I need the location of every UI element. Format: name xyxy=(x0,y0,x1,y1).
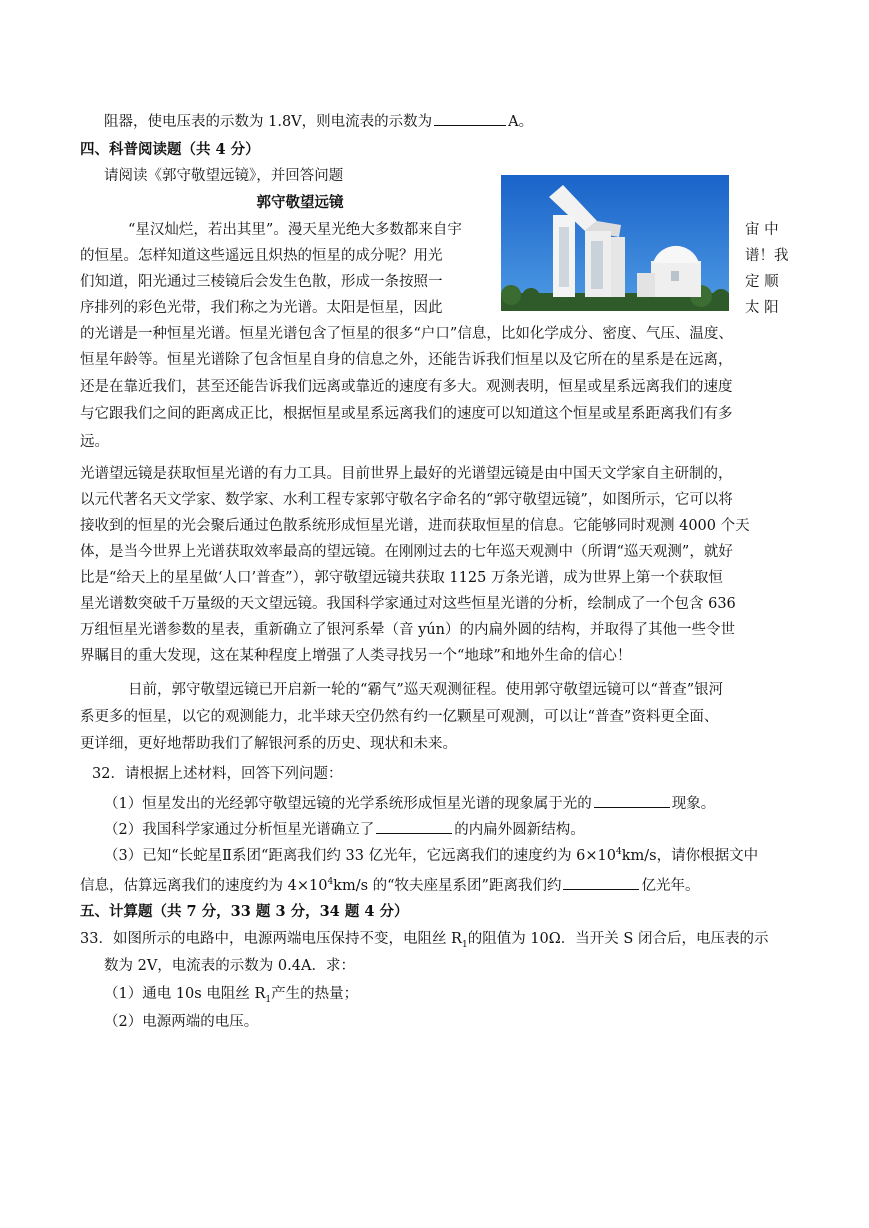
q33-1-subscript: 1 xyxy=(265,994,272,1005)
p1-line2-right: 谱！我 xyxy=(745,248,789,264)
question-33-1 xyxy=(104,984,358,1004)
article-title: 郭守敬望远镜 xyxy=(256,194,344,211)
p3-line2: 系更多的恒星，以它的观测能力，北半球天空仍然有约一亿颗星可观测，可以让“普查”资料更全面、 xyxy=(80,709,719,725)
q32-1-suffix: 现象。 xyxy=(671,796,716,812)
q33-text-a: 33．如图所示的电路中，电源两端电压保持不变，电阻丝 R xyxy=(80,931,462,947)
answer-blank[interactable] xyxy=(434,110,506,126)
p1-line1-left: “星汉灿烂，若出其里”。漫天星光绝大多数都来自宇 xyxy=(128,222,462,238)
telescope-photo xyxy=(501,175,729,311)
q32-1-text: （1）恒星发出的光经郭守敬望远镜的光学系统形成恒星光谱的现象属于光的 xyxy=(104,796,592,812)
p1-line6: 恒星年龄等。恒星光谱除了包含恒星自身的信息之外，还能告诉我们恒星以及它所在的星系是在远离， xyxy=(80,352,733,368)
q32-3-text-a: （3）已知“长蛇星Ⅱ系团“距离我们约 33 亿光年，它远离我们的速度约为 6×10 xyxy=(104,848,617,864)
question-32-2 xyxy=(104,818,585,840)
q32-3-l2-text-a: 信息，估算远离我们的速度约为 4×10 xyxy=(80,878,328,894)
p1-line2-left: 的恒星。怎样知道这些遥远且炽热的恒星的成分呢？用光 xyxy=(80,248,443,264)
q32-3-text-b: km/s，请你根据文中 xyxy=(621,848,759,864)
question-33-line2: 数为 2V，电流表的示数为 0.4A．求： xyxy=(104,958,355,974)
p2-line2: 以元代著名天文学家、数学家、水利工程专家郭守敬名字命名的“郭守敬望远镜”，如图所示，它可以将 xyxy=(80,492,733,508)
question-32-stem: 32．请根据上述材料，回答下列问题： xyxy=(92,766,343,782)
question-33-line1 xyxy=(80,929,768,949)
p1-line3-left: 们知道，阳光通过三棱镜后会发生色散，形成一条按照一 xyxy=(80,274,443,290)
p1-line8: 与它跟我们之间的距离成正比，根据恒星或星系远离我们的速度可以知道这个恒星或星系距离我们有多 xyxy=(80,406,733,422)
p2-line4: 体，是当今世界上光谱获取效率最高的望远镜。在刚刚过去的七年巡天观测中（所谓“巡天观测”，就好 xyxy=(80,544,733,560)
q32-1-answer-blank[interactable] xyxy=(594,792,670,808)
p1-line1-right: 宙 中 xyxy=(745,222,779,238)
section-4-heading: 四、科普阅读题（共 4 分） xyxy=(80,141,260,158)
q32-2-suffix: 的内扁外圆新结构。 xyxy=(454,822,585,838)
question-32-1 xyxy=(104,792,715,814)
resistor-question-tail xyxy=(104,110,533,132)
p1-line4-left: 序排列的彩色光带，我们称之为光谱。太阳是恒星，因此 xyxy=(80,300,443,316)
p3-line3: 更详细，更好地帮助我们了解银河系的历史、现状和未来。 xyxy=(80,736,457,752)
p1-line4-right: 太 阳 xyxy=(745,300,779,316)
q33-text-b: 的阻值为 10Ω．当开关 S 闭合后，电压表的示 xyxy=(467,931,769,947)
p1-line7: 还是在靠近我们，甚至还能告诉我们远离或靠近的速度有多大。观测表明，恒星或星系远离我们的速度 xyxy=(80,379,733,395)
q32-3-l2-text-b: km/s 的“牧夫座星系团”距离我们约 xyxy=(333,878,562,894)
question-33-2: （2）电源两端的电压。 xyxy=(104,1014,259,1030)
q32-2-answer-blank[interactable] xyxy=(376,818,452,834)
p2-line7: 万组恒星光谱参数的星表，重新确立了银河系晕（音 yún）的内扁外圆的结构，并取得了其他一些令世 xyxy=(80,622,735,638)
p2-line3: 接收到的恒星的光会聚后通过色散系统形成恒星光谱，进而获取恒星的信息。它能够同时观测 4000 个天 xyxy=(80,518,750,534)
guo-shoujing-telescope-image xyxy=(501,175,729,311)
resistor-question-unit: A。 xyxy=(508,114,534,130)
q33-subscript: 1 xyxy=(461,939,468,950)
p1-line5: 的光谱是一种恒星光谱。恒星光谱包含了恒星的很多“户口”信息，比如化学成分、密度、气压、温度、 xyxy=(80,326,733,342)
reading-intro: 请阅读《郭守敬望远镜》，并回答问题 xyxy=(104,168,344,184)
q32-3-answer-blank[interactable] xyxy=(563,874,639,890)
section-5-heading: 五、计算题（共 7 分，33 题 3 分，34 题 4 分） xyxy=(80,903,409,920)
p2-line6: 星光谱数突破千万量级的天文望远镜。我国科学家通过对这些恒星光谱的分析，绘制成了一个包含 636 xyxy=(80,596,736,612)
q32-2-text: （2）我国科学家通过分析恒星光谱确立了 xyxy=(104,822,375,838)
q33-1-text-b: 产生的热量； xyxy=(271,986,359,1002)
p2-line8: 界瞩目的重大发现，这在某种程度上增强了人类寻找另一个“地球”和地外生命的信心！ xyxy=(80,648,632,664)
question-32-3-line1 xyxy=(104,846,758,866)
question-32-3-line2 xyxy=(80,874,699,896)
p1-line9: 远。 xyxy=(80,434,109,450)
p3-line1: 日前，郭守敬望远镜已开启新一轮的“霸气”巡天观测征程。使用郭守敬望远镜可以“普查”银河 xyxy=(128,682,724,698)
q32-3-exponent: 4 xyxy=(616,847,622,858)
q32-3-l2-exponent: 4 xyxy=(327,877,334,888)
resistor-question-text: 阻器，使电压表的示数为 1.8V，则电流表的示数为 xyxy=(104,114,433,130)
q32-3-suffix: 亿光年。 xyxy=(641,878,700,894)
q33-1-text-a: （1）通电 10s 电阻丝 R xyxy=(104,986,266,1002)
p2-line1: 光谱望远镜是获取恒星光谱的有力工具。目前世界上最好的光谱望远镜是由中国天文学家自主研制的， xyxy=(80,466,733,482)
p1-line3-right: 定 顺 xyxy=(745,274,779,290)
p2-line5: 比是“给天上的星星做‘人口’普查”），郭守敬望远镜共获取 1125 万条光谱，成为世界上第一个获取恒 xyxy=(80,570,723,586)
